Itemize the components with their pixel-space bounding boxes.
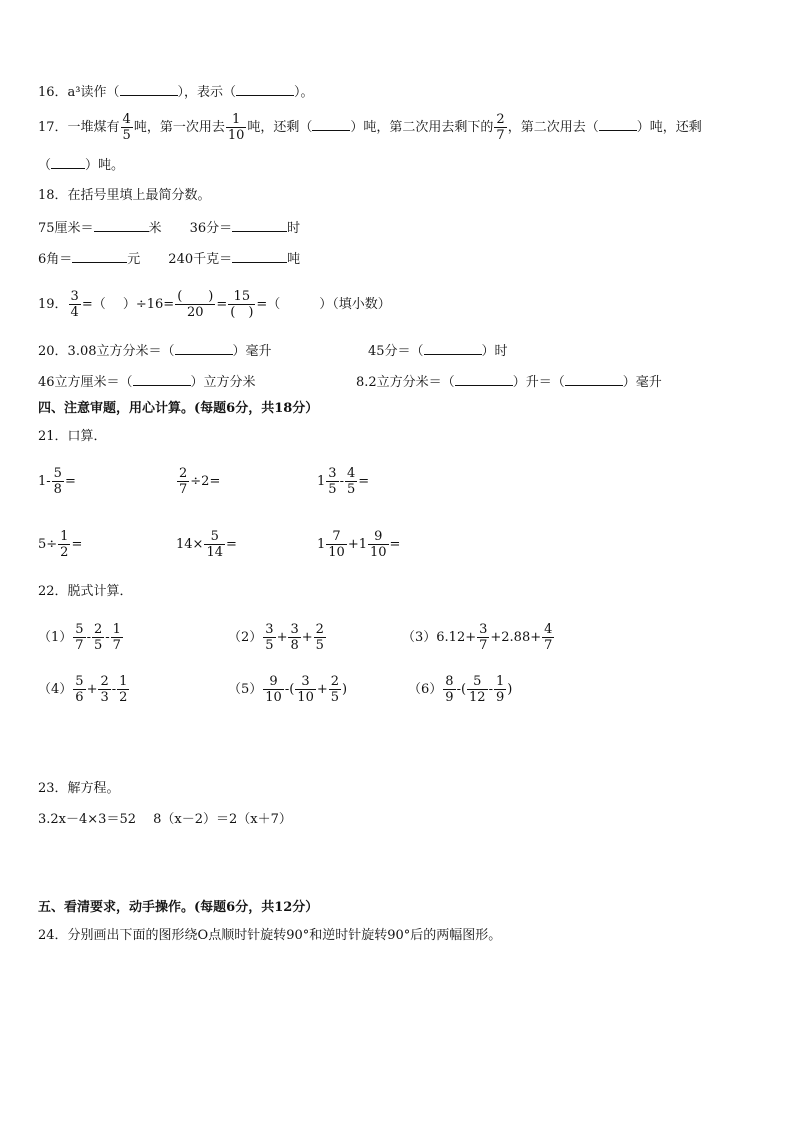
question-20-c: 46立方厘米＝（ ）立方分米 — [38, 375, 256, 390]
answer-blank[interactable] — [455, 374, 513, 386]
calc-5: （5） $\frac{9}{10}$ -( $\frac{3}{10}$ + $\frac{2}{5}$ ) — [228, 674, 348, 705]
fraction: $\frac{2}{7}$ — [496, 112, 505, 143]
question-20-a: 20．3.08立方分米＝（ ）毫升 — [38, 344, 272, 359]
question-24: 24．分别画出下面的图形绕O点顺时针旋转90°和逆时针旋转90°后的两幅图形。 — [38, 928, 502, 943]
fraction: $\frac{3}{4}$ — [70, 289, 79, 320]
question-19: 19． $\frac{3}{4}$ =（ ）÷16= $\frac{( )}{20}$ = $\frac{15}{( )}$ =（ ）（填小数） — [38, 289, 391, 320]
answer-blank[interactable] — [312, 119, 350, 131]
oral-calc-2: $\frac{2}{7}$ ÷2= — [179, 466, 221, 497]
question-18-title: 18．在括号里填上最简分数。 — [38, 188, 211, 203]
oral-calc-1: 1- $\frac{5}{8}$ = — [38, 466, 76, 497]
question-21-title: 21．口算． — [38, 429, 107, 444]
equations: 3.2x－4×3＝52 8（x－2）＝2（x＋7） — [38, 812, 292, 827]
answer-blank[interactable] — [94, 220, 149, 232]
fraction: $\frac{1}{10}$ — [227, 112, 245, 143]
answer-blank[interactable] — [236, 84, 294, 96]
question-17: 17．一堆煤有 $\frac{4}{5}$ 吨，第一次用去 $\frac{1}{10}$ 吨，还剩（ ）吨，第二次用去剩下的 $\frac{2}{7}$ ，第二次用去（ ）吨，还剩 — [38, 112, 702, 143]
oral-calc-6: 1 $\frac{7}{10}$ +1 $\frac{9}{10}$ = — [317, 529, 401, 560]
calc-2: （2） $\frac{3}{5}$ + $\frac{3}{8}$ + $\frac{2}{5}$ — [228, 622, 324, 653]
question-20-d: 8.2立方分米＝（ ）升＝（ ）毫升 — [356, 375, 662, 390]
answer-blank[interactable] — [232, 220, 287, 232]
calc-3: （3）6.12+ $\frac{3}{7}$ +2.88+ $\frac{4}{7}$ — [402, 622, 553, 653]
fraction: $\frac{4}{5}$ — [122, 112, 131, 143]
question-20-b: 45分＝（ ）时 — [368, 344, 508, 359]
question-23-title: 23．解方程。 — [38, 781, 120, 796]
answer-blank[interactable] — [133, 374, 191, 386]
fraction: $\frac{( )}{20}$ — [177, 289, 214, 320]
answer-blank[interactable] — [51, 157, 85, 169]
calc-1: （1） $\frac{5}{7}$ - $\frac{2}{5}$ - $\frac{1}{7}$ — [38, 622, 121, 653]
question-18-row2: 6角＝ 元 240千克＝ 吨 — [38, 252, 301, 267]
question-22-title: 22．脱式计算． — [38, 584, 133, 599]
answer-blank[interactable] — [424, 343, 482, 355]
oral-calc-3: 1 $\frac{3}{5}$ - $\frac{4}{5}$ = — [317, 466, 370, 497]
fraction: $\frac{15}{( )}$ — [230, 289, 254, 320]
answer-blank[interactable] — [175, 343, 233, 355]
answer-blank[interactable] — [565, 374, 623, 386]
question-17-cont: （ ）吨。 — [38, 158, 125, 173]
answer-blank[interactable] — [599, 119, 637, 131]
calc-6: （6） $\frac{8}{9}$ -( $\frac{5}{12}$ - $\frac{1}{9}$ ) — [408, 674, 513, 705]
oral-calc-4: 5÷ $\frac{1}{2}$ = — [38, 529, 83, 560]
answer-blank[interactable] — [72, 251, 127, 263]
answer-blank[interactable] — [120, 84, 178, 96]
question-16: 16．a³读作（ ），表示（ ）。 — [38, 85, 314, 100]
oral-calc-5: 14× $\frac{5}{14}$ = — [176, 529, 237, 560]
question-18-row1: 75厘米＝ 米 36分＝ 时 — [38, 221, 301, 236]
answer-blank[interactable] — [232, 251, 287, 263]
section-heading: 五、看清要求，动手操作。(每题6分，共12分） — [38, 900, 319, 915]
calc-4: （4） $\frac{5}{6}$ + $\frac{2}{3}$ - $\frac{1}{2}$ — [38, 674, 128, 705]
section-heading: 四、注意审题，用心计算。(每题6分，共18分） — [38, 401, 319, 416]
